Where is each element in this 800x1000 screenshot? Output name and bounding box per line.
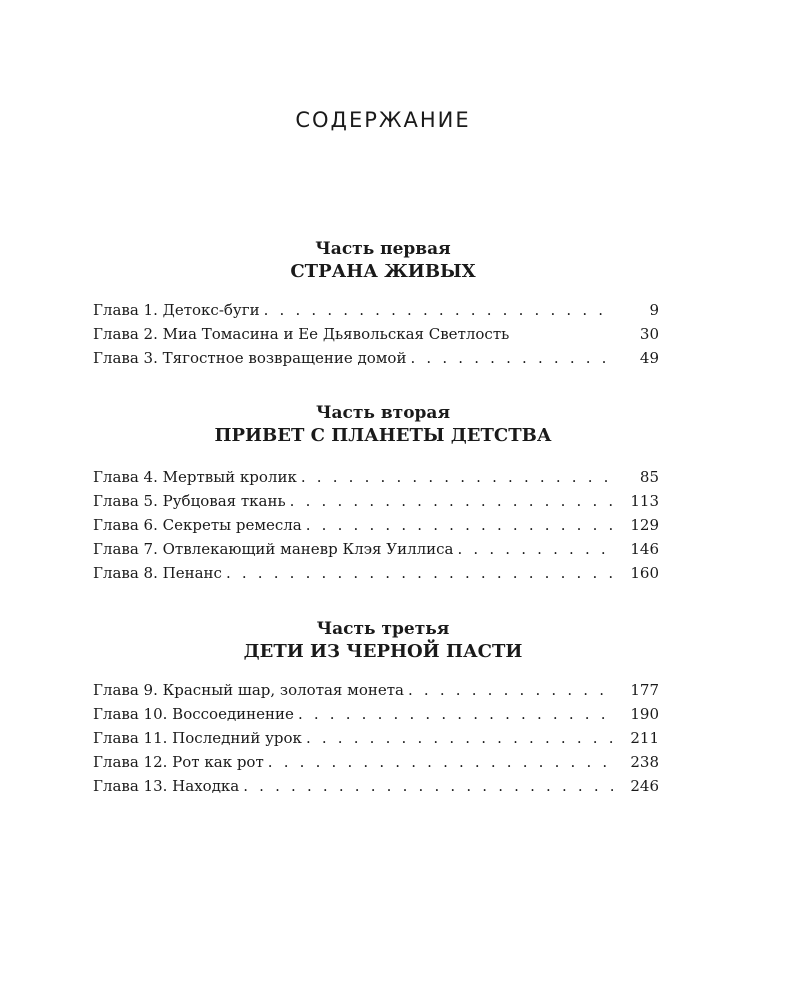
chapter-title: Глава 5. Рубцовая ткань xyxy=(93,492,290,510)
chapter-page: 113 xyxy=(623,492,659,510)
chapter-page: 129 xyxy=(623,516,659,534)
part-heading xyxy=(0,238,766,284)
chapter-entry[interactable] xyxy=(93,777,659,801)
chapter-title: Глава 8. Пенанс xyxy=(93,564,226,582)
dot-leader xyxy=(226,564,613,582)
chapter-list xyxy=(93,681,659,801)
chapter-title: Глава 4. Мертвый кролик xyxy=(93,468,301,486)
part-label: Часть третья xyxy=(316,619,450,639)
chapter-entry[interactable] xyxy=(93,516,659,540)
dot-leader xyxy=(290,492,613,510)
page-title: СОДЕРЖАНИЕ xyxy=(295,108,471,132)
chapter-page: 190 xyxy=(623,705,659,723)
chapter-page: 85 xyxy=(623,468,659,486)
chapter-page: 160 xyxy=(623,564,659,582)
chapter-title: Глава 11. Последний урок xyxy=(93,729,306,747)
dot-leader xyxy=(243,777,613,795)
chapter-entry[interactable] xyxy=(93,325,659,349)
dot-leader xyxy=(408,681,613,699)
chapter-title: Глава 7. Отвлекающий маневр Клэя Уиллиса xyxy=(93,540,457,558)
chapter-title: Глава 13. Находка xyxy=(93,777,243,795)
part-name: ПРИВЕТ С ПЛАНЕТЫ ДЕТСТВА xyxy=(214,425,552,446)
chapter-entry[interactable] xyxy=(93,468,659,492)
chapter-page: 49 xyxy=(623,349,659,367)
chapter-page: 9 xyxy=(623,301,659,319)
chapter-page: 238 xyxy=(623,753,659,771)
chapter-page: 146 xyxy=(623,540,659,558)
part-name: ДЕТИ ИЗ ЧЕРНОЙ ПАСТИ xyxy=(243,641,523,662)
chapter-title: Глава 9. Красный шар, золотая монета xyxy=(93,681,408,699)
chapter-entry[interactable] xyxy=(93,301,659,325)
chapter-title: Глава 10. Воссоединение xyxy=(93,705,298,723)
dot-leader xyxy=(298,705,613,723)
chapter-entry[interactable] xyxy=(93,540,659,564)
chapter-page: 30 xyxy=(623,325,659,343)
chapter-title: Глава 2. Миа Томасина и Ее Дьявольская Светлость xyxy=(93,325,513,343)
chapter-page: 211 xyxy=(623,729,659,747)
chapter-title: Глава 6. Секреты ремесла xyxy=(93,516,306,534)
chapter-title: Глава 12. Рот как рот xyxy=(93,753,268,771)
chapter-entry[interactable] xyxy=(93,349,659,373)
chapter-entry[interactable] xyxy=(93,753,659,777)
chapter-entry[interactable] xyxy=(93,705,659,729)
chapter-list xyxy=(93,468,659,588)
chapter-title: Глава 3. Тягостное возвращение домой xyxy=(93,349,410,367)
part-name: СТРАНА ЖИВЫХ xyxy=(290,261,476,282)
part-heading xyxy=(0,618,766,664)
dot-leader xyxy=(306,516,613,534)
dot-leader xyxy=(306,729,613,747)
chapter-page: 177 xyxy=(623,681,659,699)
chapter-entry[interactable] xyxy=(93,564,659,588)
chapter-entry[interactable] xyxy=(93,492,659,516)
chapter-page: 246 xyxy=(623,777,659,795)
dot-leader xyxy=(264,301,613,319)
part-label: Часть первая xyxy=(315,239,451,259)
chapter-title: Глава 1. Детокс-буги xyxy=(93,301,264,319)
dot-leader xyxy=(268,753,613,771)
dot-leader xyxy=(457,540,613,558)
part-label: Часть вторая xyxy=(315,403,451,423)
part-heading xyxy=(0,402,766,448)
dot-leader xyxy=(410,349,613,367)
chapter-list xyxy=(93,301,659,373)
chapter-entry[interactable] xyxy=(93,729,659,753)
dot-leader xyxy=(301,468,613,486)
chapter-entry[interactable] xyxy=(93,681,659,705)
